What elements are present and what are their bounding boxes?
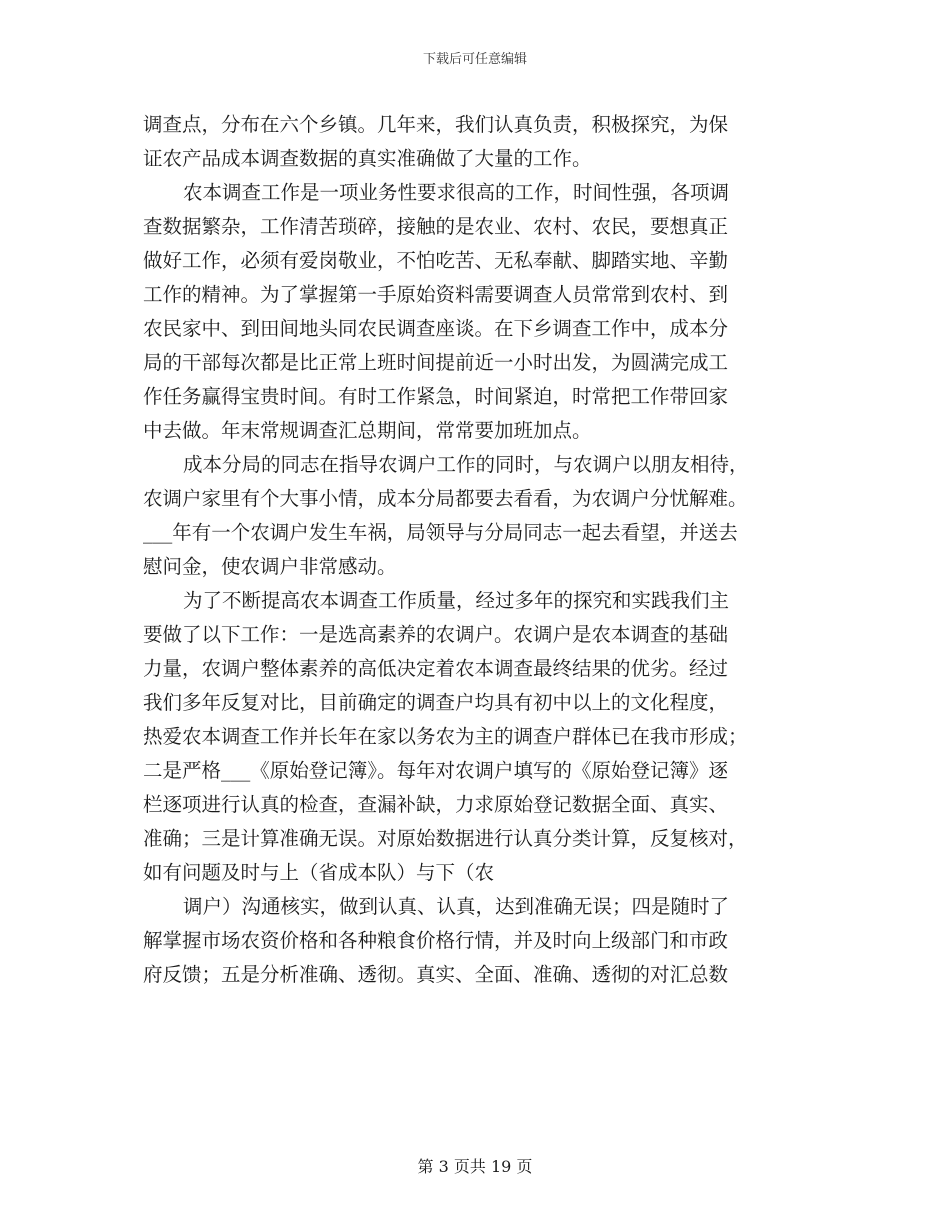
text-line: 农民家中、到田间地头同农民调查座谈。在下乡调查工作中，成本分 bbox=[143, 317, 729, 340]
text-line: 做好工作，必须有爱岗敬业，不怕吃苦、无私奉献、脚踏实地、辛勤 bbox=[143, 249, 729, 272]
text-line: 作任务赢得宝贵时间。有时工作紧急，时间紧迫，时常把工作带回家 bbox=[143, 385, 729, 408]
text-line: 中去做。年末常规调查汇总期间，常常要加班加点。 bbox=[143, 419, 592, 442]
text-line: 调查点，分布在六个乡镇。几年来，我们认真负责，积极探究，为保 bbox=[143, 113, 729, 136]
text-line: 证农产品成本调查数据的真实准确做了大量的工作。 bbox=[143, 147, 592, 170]
text-line: 准确；三是计算准确无误。对原始数据进行认真分类计算，反复核对， bbox=[143, 827, 748, 850]
text-line: 农本调查工作是一项业务性要求很高的工作，时间性强，各项调 bbox=[183, 181, 730, 204]
page-footer: 第 3 页共 19 页 bbox=[417, 1157, 533, 1176]
text-line: 成本分局的同志在指导农调户工作的同时，与农调户以朋友相待， bbox=[183, 453, 749, 476]
text-line: 局的干部每次都是比正常上班时间提前近一小时出发，为圆满完成工 bbox=[143, 351, 729, 374]
document-body bbox=[143, 108, 803, 992]
page-header: 下载后可任意编辑 bbox=[422, 52, 527, 67]
text-line: 力量，农调户整体素养的高低决定着农本调查最终结果的优劣。经过 bbox=[143, 657, 729, 680]
text-line: 农调户家里有个大事小情，成本分局都要去看看，为农调户分忧解难。 bbox=[143, 487, 748, 510]
text-line: 为了不断提高农本调查工作质量，经过多年的探究和实践我们主 bbox=[183, 589, 730, 612]
text-line: 要做了以下工作：一是选高素养的农调户。农调户是农本调查的基础 bbox=[143, 623, 729, 646]
text-line: 慰问金，使农调户非常感动。 bbox=[143, 555, 397, 578]
text-line: ___年有一个农调户发生车祸，局领导与分局同志一起去看望，并送去 bbox=[143, 521, 738, 544]
text-line: 二是严格___《原始登记簿》。每年对农调户填写的《原始登记簿》逐 bbox=[143, 759, 729, 782]
text-line: 调户）沟通核实，做到认真、认真，达到准确无误；四是随时了 bbox=[183, 895, 730, 918]
text-line: 热爱农本调查工作并长年在家以务农为主的调查户群体已在我市形成； bbox=[143, 725, 748, 748]
text-line: 我们多年反复对比，目前确定的调查户均具有初中以上的文化程度， bbox=[143, 691, 729, 714]
text-line: 府反馈；五是分析准确、透彻。真实、全面、准确、透彻的对汇总数 bbox=[143, 963, 729, 986]
text-line: 查数据繁杂，工作清苦琐碎，接触的是农业、农村、农民，要想真正 bbox=[143, 215, 729, 238]
text-line: 解掌握市场农资价格和各种粮食价格行情，并及时向上级部门和市政 bbox=[143, 929, 729, 952]
text-line: 栏逐项进行认真的检查，查漏补缺，力求原始登记数据全面、真实、 bbox=[143, 793, 729, 816]
text-line: 工作的精神。为了掌握第一手原始资料需要调查人员常常到农村、到 bbox=[143, 283, 729, 306]
text-line: 如有问题及时与上（省成本队）与下（农 bbox=[143, 861, 495, 884]
